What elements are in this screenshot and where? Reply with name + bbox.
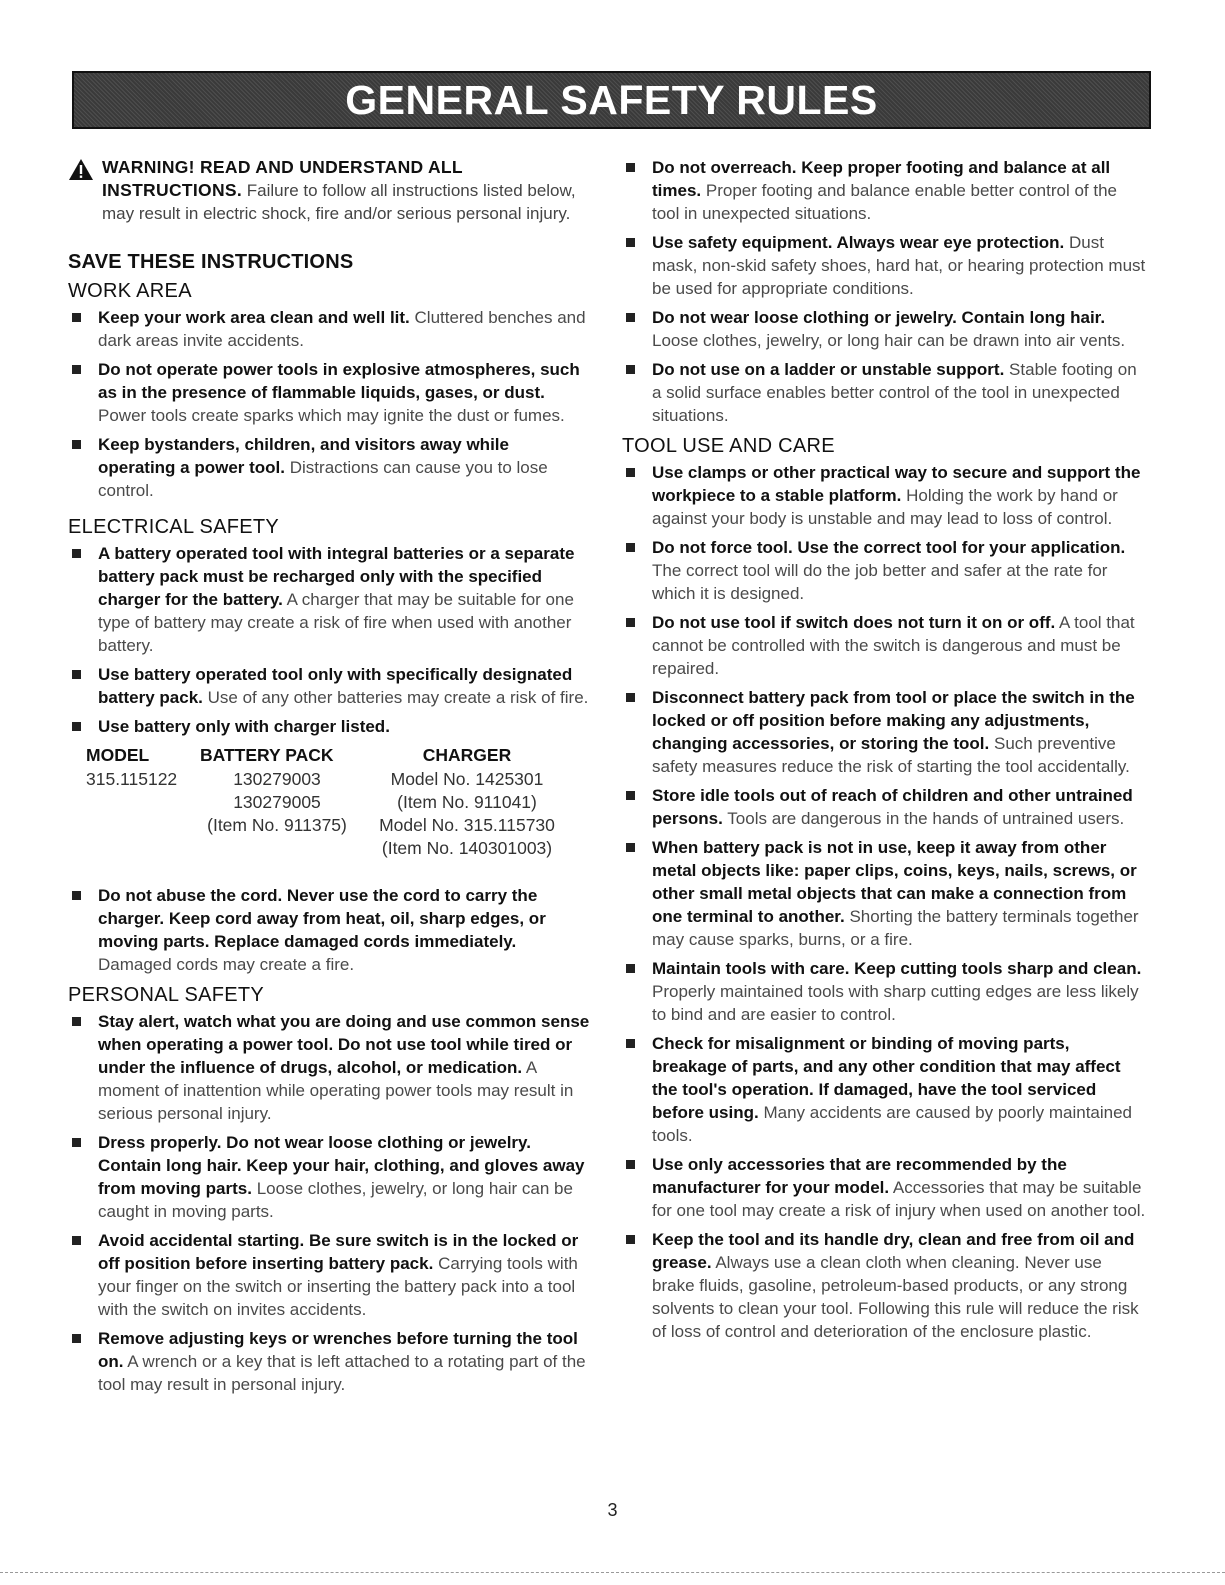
item-text: Such preventive safety measures reduce the risk of starting the tool accidentally. xyxy=(652,734,1130,776)
warning-heading: WARNING! READ AND UNDERSTAND ALL INSTRUCTIONS. xyxy=(102,157,463,200)
item-text: Loose clothes, jewelry, or long hair can be caught in moving parts. xyxy=(98,1179,573,1221)
item-bold-text: Do not force tool. Use the correct tool for your application. xyxy=(652,538,1126,557)
personal-safety-heading: PERSONAL SAFETY xyxy=(68,984,265,1006)
list-item xyxy=(622,1032,1147,1147)
list-item xyxy=(622,306,1147,352)
list-item xyxy=(622,836,1147,951)
bullet-square-icon xyxy=(626,163,635,172)
item-text: A wrench or a key that is left attached to a rotating part of the tool may result in personal injury. xyxy=(98,1352,586,1394)
item-text: Use of any other batteries may create a risk of fire. xyxy=(207,688,589,707)
item-text: Dust mask, non-skid safety shoes, hard hat, or hearing protection must be used for appropriate conditions. xyxy=(652,233,1146,298)
list-item xyxy=(68,715,590,738)
item-bold-text: Use battery only with charger listed. xyxy=(98,717,390,736)
warning-triangle-icon xyxy=(68,156,102,225)
item-text: Power tools create sparks which may ignite the dust or fumes. xyxy=(98,406,565,425)
list-item xyxy=(68,663,590,709)
item-text: Stable footing on a solid surface enables better control of the tool in unexpected situations. xyxy=(652,360,1137,425)
model-cell xyxy=(86,791,192,814)
bullet-square-icon xyxy=(626,618,635,627)
item-bold-text: Use battery operated tool only with specifically designated battery pack. xyxy=(98,665,573,707)
bullet-square-icon xyxy=(72,670,81,679)
bullet-square-icon xyxy=(626,543,635,552)
list-item xyxy=(68,433,590,502)
item-bold-text: Do not operate power tools in explosive atmospheres, such as in the presence of flammable liquids, gases, or dust. xyxy=(98,360,580,402)
item-bold-text: Dress properly. Do not wear loose clothing or jewelry. Contain long hair. Keep your hair, clothing, and gloves away from moving parts. xyxy=(98,1133,585,1198)
bullet-square-icon xyxy=(626,468,635,477)
list-item xyxy=(622,1153,1147,1222)
save-instructions-heading: SAVE THESE INSTRUCTIONS xyxy=(68,251,354,273)
bullet-square-icon xyxy=(626,1039,635,1048)
item-bold-text: Stay alert, watch what you are doing and use common sense when operating a power tool. Do not use tool while tired or under the influence of drugs, alcohol, or medication. xyxy=(98,1012,590,1077)
bullet-square-icon xyxy=(72,1017,81,1026)
charger-cell: (Item No. 911041) xyxy=(397,792,537,812)
list-item xyxy=(622,156,1147,225)
item-bold-text: Keep the tool and its handle dry, clean and free from oil and grease. xyxy=(652,1230,1135,1272)
list-item xyxy=(622,231,1147,300)
item-bold-text: When battery pack is not in use, keep it away from other metal objects like: paper clips, coins, keys, nails, screws, or other small metal objects that can make a connection from one terminal to another. xyxy=(652,838,1137,926)
item-text: A moment of inattention while operating power tools may result in serious personal injury. xyxy=(98,1058,574,1123)
warning-block xyxy=(68,156,590,225)
charger-cell: Model No. 1425301 xyxy=(390,769,544,789)
battery-cell: 130279005 xyxy=(233,792,321,812)
bullet-square-icon xyxy=(72,440,81,449)
list-item xyxy=(622,358,1147,427)
list-item xyxy=(68,1327,590,1396)
item-bold-text: Keep your work area clean and well lit. xyxy=(98,308,410,327)
item-bold-text: Store idle tools out of reach of children and other untrained persons. xyxy=(652,786,1133,828)
table-row xyxy=(86,791,590,814)
electrical-safety-heading: ELECTRICAL SAFETY xyxy=(68,516,280,538)
item-bold-text: Use only accessories that are recommended by the manufacturer for your model. xyxy=(652,1155,1067,1197)
bullet-square-icon xyxy=(72,549,81,558)
item-bold-text: A battery operated tool with integral batteries or a separate battery pack must be recharged only with the specified charger for the battery. xyxy=(98,544,575,609)
bullet-square-icon xyxy=(72,365,81,374)
work-area-list xyxy=(68,306,590,502)
item-text: Properly maintained tools with sharp cutting edges are less likely to bind and are easier to control. xyxy=(652,982,1139,1024)
list-item xyxy=(68,1131,590,1223)
model-cell xyxy=(86,837,192,860)
item-text: Many accidents are caused by poorly maintained tools. xyxy=(652,1103,1133,1145)
list-item xyxy=(68,1010,590,1125)
item-text: Shorting the battery terminals together may cause sparks, burns, or a fire. xyxy=(652,907,1139,949)
item-text: Loose clothes, jewelry, or long hair can be drawn into air vents. xyxy=(652,331,1126,350)
bullet-square-icon xyxy=(72,313,81,322)
personal-safety-list xyxy=(68,1010,590,1396)
bullet-square-icon xyxy=(72,1236,81,1245)
item-bold-text: Do not overreach. Keep proper footing and balance at all times. xyxy=(652,158,1111,200)
item-bold-text: Do not abuse the cord. Never use the cord to carry the charger. Keep cord away from heat, oil, sharp edges, or moving parts. Replace damaged cords immediately. xyxy=(98,886,546,951)
bullet-square-icon xyxy=(72,722,81,731)
bullet-square-icon xyxy=(72,891,81,900)
page-number: 3 xyxy=(607,1500,618,1520)
list-item xyxy=(68,542,590,657)
battery-cell: 130279003 xyxy=(233,769,321,789)
model-header: MODEL xyxy=(86,745,150,765)
model-cell xyxy=(86,814,192,837)
item-bold-text: Use clamps or other practical way to secure and support the workpiece to a stable platform. xyxy=(652,463,1141,505)
warning-body: Failure to follow all instructions listed below, may result in electric shock, fire and/or serious personal injury. xyxy=(102,181,576,223)
bullet-square-icon xyxy=(626,313,635,322)
title-banner xyxy=(72,71,1151,129)
item-bold-text: Remove adjusting keys or wrenches before turning the tool on. xyxy=(98,1329,578,1371)
model-table xyxy=(86,744,590,860)
item-text: The correct tool will do the job better and safer at the rate for which it is designed. xyxy=(652,561,1108,603)
charger-cell: (Item No. 140301003) xyxy=(381,838,553,858)
item-text: A tool that cannot be controlled with the switch is dangerous and must be repaired. xyxy=(652,613,1135,678)
list-item xyxy=(622,1228,1147,1343)
item-bold-text: Do not wear loose clothing or jewelry. Contain long hair. xyxy=(652,308,1106,327)
item-bold-text: Do not use tool if switch does not turn it on or off. xyxy=(652,613,1056,632)
work-area-heading: WORK AREA xyxy=(68,280,192,302)
item-text: Always use a clean cloth when cleaning. Never use brake fluids, gasoline, petroleum-based products, or any strong solvents to clean your tool. Following this rule will reduce the risk of loss of control and deterioration of the enclosure plastic. xyxy=(652,1253,1139,1341)
battery-cell xyxy=(192,837,362,860)
item-bold-text: Avoid accidental starting. Be sure switch is in the locked or off position before inserting battery pack. xyxy=(98,1231,579,1273)
list-item xyxy=(68,358,590,427)
list-item xyxy=(622,784,1147,830)
item-text: Accessories that may be suitable for one tool may create a risk of injury when used on another tool. xyxy=(652,1178,1146,1220)
bullet-square-icon xyxy=(626,964,635,973)
model-cell: 315.115122 xyxy=(86,769,178,789)
item-text: Proper footing and balance enable better control of the tool in unexpected situations. xyxy=(652,181,1117,223)
bullet-square-icon xyxy=(626,693,635,702)
tool-use-list xyxy=(622,461,1147,1343)
model-table-header xyxy=(86,744,590,767)
list-item xyxy=(622,611,1147,680)
list-item xyxy=(622,461,1147,530)
personal-safety-continued-list xyxy=(622,156,1147,427)
tool-use-heading: TOOL USE AND CARE xyxy=(622,435,835,457)
item-text: Distractions can cause you to lose control. xyxy=(98,458,548,500)
item-text: Carrying tools with your finger on the switch or inserting the battery pack into a tool with the switch on invites accidents. xyxy=(98,1254,578,1319)
list-item xyxy=(622,686,1147,778)
warning-text xyxy=(102,156,590,225)
item-text: Cluttered benches and dark areas invite accidents. xyxy=(98,308,586,350)
bottom-divider xyxy=(0,1572,1225,1573)
bullet-square-icon xyxy=(626,365,635,374)
left-column xyxy=(68,156,590,1402)
table-row xyxy=(86,768,590,791)
list-item xyxy=(68,306,590,352)
bullet-square-icon xyxy=(626,238,635,247)
item-bold-text: Use safety equipment. Always wear eye protection. xyxy=(652,233,1065,252)
battery-cell: (Item No. 911375) xyxy=(207,815,347,835)
list-item xyxy=(68,884,590,976)
table-row xyxy=(86,837,590,860)
list-item xyxy=(622,536,1147,605)
item-bold-text: Check for misalignment or binding of moving parts, breakage of parts, and any other condition that may affect the tool's operation. If damaged, have the tool serviced before using. xyxy=(652,1034,1121,1122)
bullet-square-icon xyxy=(626,791,635,800)
list-item xyxy=(622,957,1147,1026)
bullet-square-icon xyxy=(626,1160,635,1169)
right-column xyxy=(622,156,1147,1349)
charger-cell: Model No. 315.115730 xyxy=(379,815,555,835)
item-text: A charger that may be suitable for one type of battery may create a risk of fire when used with another battery. xyxy=(98,590,574,655)
list-item xyxy=(68,1229,590,1321)
bullet-square-icon xyxy=(72,1138,81,1147)
item-bold-text: Maintain tools with care. Keep cutting tools sharp and clean. xyxy=(652,959,1142,978)
bullet-square-icon xyxy=(626,1235,635,1244)
bullet-square-icon xyxy=(626,843,635,852)
item-bold-text: Disconnect battery pack from tool or place the switch in the locked or off position before making any adjustments, changing accessories, or storing the tool. xyxy=(652,688,1135,753)
page-title: GENERAL SAFETY RULES xyxy=(345,76,878,123)
battery-header: BATTERY PACK xyxy=(200,745,334,765)
table-row xyxy=(86,814,590,837)
electrical-list xyxy=(68,542,590,738)
charger-header: CHARGER xyxy=(422,745,512,765)
item-bold-text: Keep bystanders, children, and visitors away while operating a power tool. xyxy=(98,435,509,477)
item-text: Holding the work by hand or against your body is unstable and may lead to loss of control. xyxy=(652,486,1118,528)
item-text: Tools are dangerous in the hands of untrained users. xyxy=(727,809,1125,828)
bullet-square-icon xyxy=(72,1334,81,1343)
item-bold-text: Do not use on a ladder or unstable support. xyxy=(652,360,1005,379)
item-text: Damaged cords may create a fire. xyxy=(98,955,355,974)
